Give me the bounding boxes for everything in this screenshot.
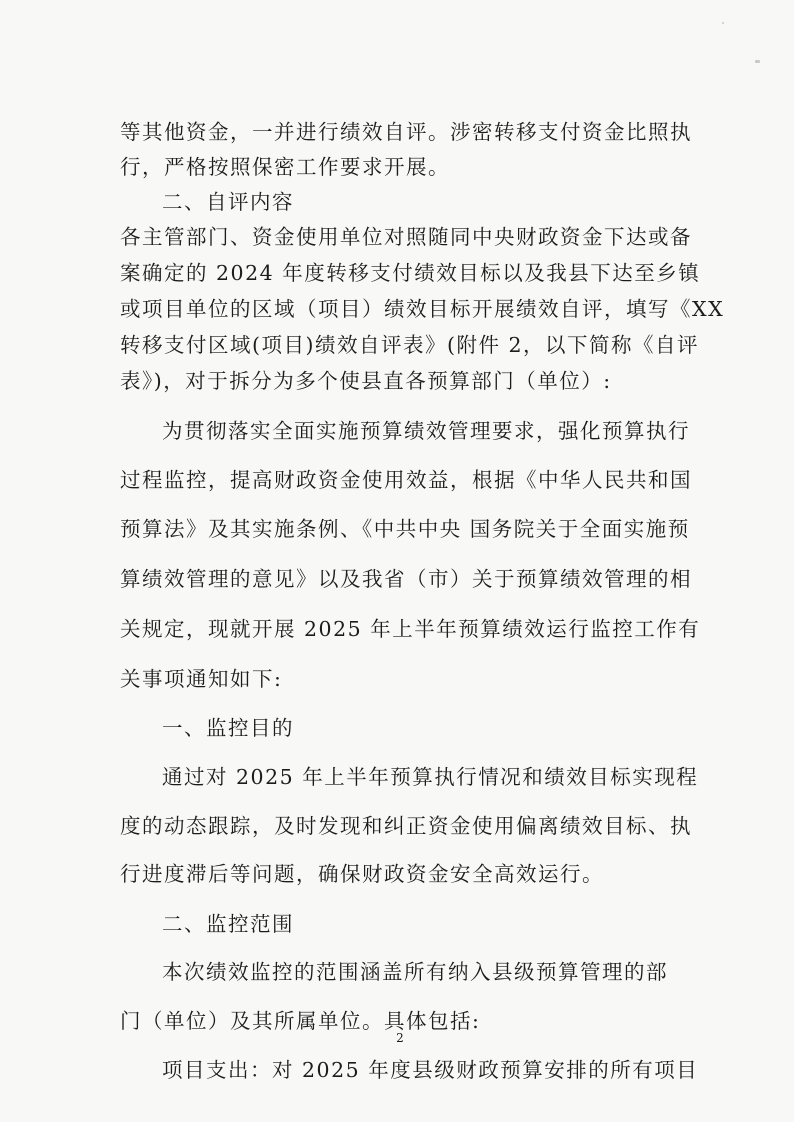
text-line: 过程监控，提高财政资金使用效益，根据《中华人民共和国: [120, 468, 692, 492]
text-line: 项目支出：对 2025 年度县级财政预算安排的所有项目: [162, 1058, 699, 1082]
text-line: 行进度滞后等问题，确保财政资金安全高效运行。: [120, 862, 604, 886]
text-line: 转移支付区域(项目)绩效自评表》(附件 2，以下简称《自评: [120, 333, 700, 357]
section-heading: 二、监控范围: [162, 912, 294, 936]
text-line: 案确定的 2024 年度转移支付绩效目标以及我县下达至乡镇: [120, 261, 701, 285]
text-line: 为贯彻落实全面实施预算绩效管理要求，强化预算执行: [162, 419, 690, 443]
text-line: 本次绩效监控的范围涵盖所有纳入县级预算管理的部: [162, 960, 668, 984]
text-line: 算绩效管理的意见》以及我省（市）关于预算绩效管理的相: [120, 567, 692, 591]
text-line: 或项目单位的区域（项目）绩效目标开展绩效自评，填写《XX: [120, 297, 725, 321]
section-heading: 二、自评内容: [162, 190, 294, 214]
text-line: 度的动态跟踪，及时发现和纠正资金使用偏离绩效目标、执: [120, 814, 692, 838]
text-line: 各主管部门、资金使用单位对照随同中央财政资金下达或备: [120, 225, 692, 249]
text-line: 表》)，对于拆分为多个使县直各预算部门（单位）:: [120, 369, 612, 393]
text-line: 关事项通知如下:: [120, 667, 283, 691]
section-heading: 一、监控目的: [162, 716, 294, 740]
text-line: 门（单位）及其所属单位。具体包括:: [120, 1009, 481, 1033]
text-line: 行，严格按照保密工作要求开展。: [120, 155, 450, 179]
scan-speck: [755, 60, 760, 63]
text-line: 关规定，现就开展 2025 年上半年预算绩效运行监控工作有: [120, 617, 701, 641]
text-line: 通过对 2025 年上半年预算执行情况和绩效目标实现程: [162, 765, 699, 789]
page-number: 2: [396, 1031, 404, 1045]
text-line: 预算法》及其实施条例、《中共中央 国务院关于全面实施预: [120, 517, 690, 541]
text-line: 等其他资金，一并进行绩效自评。涉密转移支付资金比照执: [120, 120, 692, 144]
scan-speck: [722, 22, 724, 24]
